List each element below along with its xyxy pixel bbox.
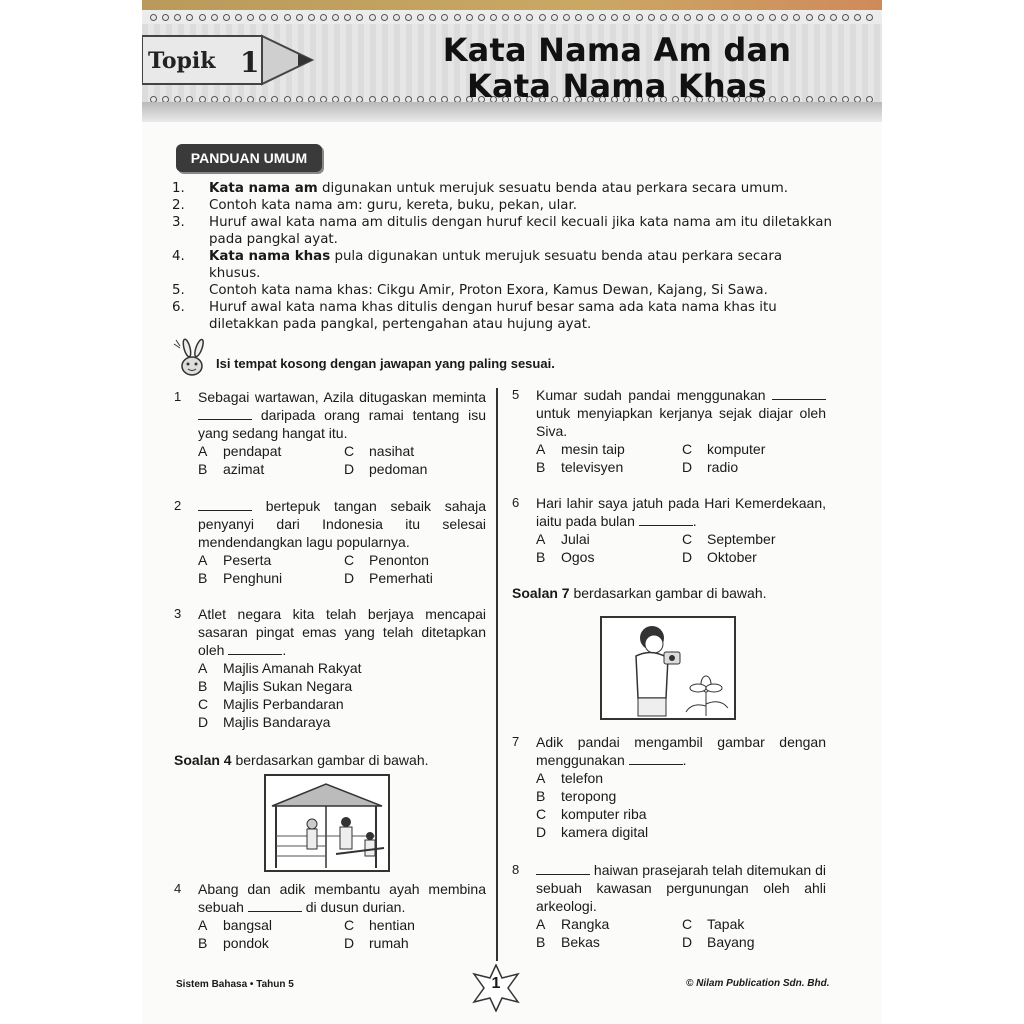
topic-label: Topik — [148, 48, 216, 74]
stem-part-b: untuk menyiapkan kerjanya sejak diajar oleh Siva. — [536, 405, 826, 439]
question-stem — [536, 861, 826, 915]
option-text: Penonton — [369, 552, 429, 568]
option-letter: C — [344, 917, 355, 933]
banner-dot — [174, 14, 181, 21]
banner-dot — [818, 14, 825, 21]
stem-part-b: . — [692, 513, 697, 529]
banner-dot — [490, 14, 497, 21]
option-letter: A — [198, 552, 208, 568]
guide-item-body: Contoh kata nama khas: Cikgu Amir, Proton Exora, Kamus Dewan, Kajang, Si Sawa. — [209, 283, 768, 298]
option-letter: C — [344, 552, 355, 568]
banner-dot — [551, 14, 558, 21]
rabbit-icon — [172, 338, 212, 378]
title-line-1: Kata Nama Am dan — [442, 31, 792, 69]
banner-dot — [684, 14, 691, 21]
guide-item-number: 5. — [172, 283, 185, 298]
option-letter: D — [682, 934, 693, 950]
guide-item — [172, 180, 832, 197]
caption-7-rest: berdasarkan gambar di bawah. — [569, 585, 767, 601]
option-text: rumah — [369, 935, 409, 951]
answer-blank — [772, 387, 826, 400]
title-line-2: Kata Nama Khas — [467, 67, 767, 105]
banner-dot — [721, 14, 728, 21]
question-5 — [512, 386, 826, 476]
caption-4-rest: berdasarkan gambar di bawah. — [231, 752, 429, 768]
answer-option — [536, 787, 836, 805]
question-number: 7 — [512, 734, 520, 749]
banner-dot — [830, 14, 837, 21]
guide-item-body: Contoh kata nama am: guru, kereta, buku, pekan, ular. — [209, 198, 578, 213]
question-number: 4 — [174, 881, 182, 896]
option-text: televisyen — [561, 459, 624, 475]
guide-item — [172, 197, 832, 214]
banner-dot — [369, 14, 376, 21]
banner-dot — [199, 14, 206, 21]
answer-options — [536, 440, 826, 476]
banner-dot — [733, 14, 740, 21]
question-number: 2 — [174, 498, 182, 513]
answer-option — [198, 934, 344, 952]
question-stem — [198, 605, 486, 659]
footer-series: Sistem Bahasa • Tahun 5 — [176, 979, 294, 990]
guide-item-text — [209, 299, 832, 333]
guide-item-keyword: Kata nama khas — [209, 249, 331, 264]
hut-illustration — [264, 774, 390, 872]
option-letter: C — [536, 806, 547, 822]
answer-option — [536, 769, 836, 787]
guide-item-body: digunakan untuk merujuk sesuatu benda atau perkara secara umum. — [317, 181, 789, 196]
answer-options — [536, 915, 826, 951]
answer-option — [344, 916, 494, 934]
banner-dot — [708, 14, 715, 21]
stem-part-a: Kumar sudah pandai menggunakan — [536, 387, 766, 403]
guide-item — [172, 282, 832, 299]
option-text: mesin taip — [561, 441, 625, 457]
instruction-text: Isi tempat kosong dengan jawapan yang paling sesuai. — [216, 356, 555, 371]
banner-dot — [320, 14, 327, 21]
option-letter: D — [344, 570, 355, 586]
answer-blank — [629, 752, 683, 765]
answer-options — [536, 769, 826, 841]
banner-dot — [271, 14, 278, 21]
option-letter: A — [536, 531, 546, 547]
option-text: Tapak — [707, 916, 745, 932]
guide-item-number: 3. — [172, 215, 185, 230]
banner-dot — [308, 14, 315, 21]
question-stem — [198, 388, 486, 442]
banner-dot — [223, 14, 230, 21]
stem-part-b: bertepuk tangan sebaik sahaja penyanyi dari Indonesia itu selesai mendendangkan lagu popularnya. — [198, 498, 486, 550]
option-letter: C — [344, 443, 355, 459]
stem-part-b: . — [682, 752, 687, 768]
banner-dot — [648, 14, 655, 21]
option-text: Oktober — [707, 549, 757, 565]
option-letter: B — [198, 461, 208, 477]
guide-item-body: Huruf awal kata nama am ditulis dengan huruf kecil kecuali jika kata nama am itu diletakkan pada pangkal ayat. — [209, 215, 832, 247]
question-4 — [174, 880, 486, 952]
question-number: 6 — [512, 495, 520, 510]
answer-option — [536, 915, 682, 933]
answer-option — [536, 458, 682, 476]
question-number: 3 — [174, 606, 182, 621]
answer-option — [682, 915, 832, 933]
guide-heading: PANDUAN UMUM — [176, 144, 322, 172]
camera-boy-illustration — [600, 616, 736, 720]
banner-dot — [599, 14, 606, 21]
option-text: kamera digital — [561, 824, 649, 840]
stem-part-b: . — [282, 642, 287, 658]
answer-option — [536, 548, 682, 566]
question-1 — [174, 388, 486, 478]
banner-dot — [405, 14, 412, 21]
option-text: nasihat — [369, 443, 415, 459]
option-letter: A — [198, 660, 208, 676]
caption-soalan-4 — [174, 752, 429, 768]
option-text: Peserta — [223, 552, 272, 568]
banner-dot — [672, 14, 679, 21]
answer-options — [536, 530, 826, 566]
option-letter: D — [536, 824, 547, 840]
option-letter: C — [198, 696, 209, 712]
guide-item-text — [209, 197, 832, 214]
caption-4-bold: Soalan 4 — [174, 752, 232, 768]
answer-option — [536, 530, 682, 548]
option-text: Pemerhati — [369, 570, 433, 586]
option-letter: B — [198, 678, 208, 694]
question-number: 8 — [512, 862, 520, 877]
option-text: telefon — [561, 770, 604, 786]
answer-option — [682, 548, 832, 566]
stem-part-a: Atlet negara kita telah berjaya mencapai sasaran pingat emas yang telah ditetapkan oleh — [198, 606, 486, 658]
option-letter: D — [198, 714, 209, 730]
question-8 — [512, 861, 826, 951]
guide-item — [172, 299, 832, 333]
option-text: Majlis Bandaraya — [223, 714, 331, 730]
answer-option — [198, 677, 498, 695]
answer-options — [198, 551, 486, 587]
option-text: Julai — [561, 531, 590, 547]
banner-dot — [842, 14, 849, 21]
footer-copyright: © Nilam Publication Sdn. Bhd. — [686, 978, 830, 989]
banner-dot — [259, 14, 266, 21]
banner-dot — [781, 14, 788, 21]
topic-number: 1 — [240, 46, 260, 79]
answer-option — [198, 569, 344, 587]
option-text: pondok — [223, 935, 269, 951]
pencil-icon — [142, 30, 314, 90]
stem-part-a: Adik pandai mengambil gambar dengan menggunakan — [536, 734, 826, 768]
option-text: Rangka — [561, 916, 610, 932]
banner-dot — [454, 14, 461, 21]
banner-shadow — [142, 102, 882, 122]
banner-dot — [441, 14, 448, 21]
option-text: Ogos — [561, 549, 595, 565]
question-7 — [512, 733, 826, 841]
option-letter: A — [536, 916, 546, 932]
guide-list — [172, 180, 832, 333]
guide-item-text — [209, 248, 832, 282]
banner-dot — [296, 14, 303, 21]
option-letter: B — [536, 934, 546, 950]
option-letter: D — [344, 461, 355, 477]
answer-option — [344, 442, 494, 460]
option-letter: B — [198, 935, 208, 951]
banner-dot — [866, 14, 873, 21]
option-text: pedoman — [369, 461, 428, 477]
answer-option — [198, 551, 344, 569]
banner-dot — [466, 14, 473, 21]
answer-blank — [536, 862, 590, 875]
option-letter: C — [682, 441, 693, 457]
question-2 — [174, 497, 486, 587]
banner-dot — [514, 14, 521, 21]
option-text: Bayang — [707, 934, 755, 950]
option-text: komputer — [707, 441, 766, 457]
answer-option — [536, 805, 836, 823]
banner-dot — [587, 14, 594, 21]
banner-dot — [745, 14, 752, 21]
banner-dot — [344, 14, 351, 21]
option-letter: A — [198, 443, 208, 459]
option-text: Majlis Amanah Rakyat — [223, 660, 362, 676]
banner-dot — [235, 14, 242, 21]
option-text: teropong — [561, 788, 617, 804]
page-title — [402, 32, 832, 104]
guide-item-number: 6. — [172, 300, 185, 315]
option-text: Majlis Sukan Negara — [223, 678, 353, 694]
banner-dot — [793, 14, 800, 21]
option-text: bangsal — [223, 917, 273, 933]
question-stem — [536, 386, 826, 440]
banner-dot — [478, 14, 485, 21]
option-letter: A — [198, 917, 208, 933]
answer-option — [682, 530, 832, 548]
banner-dot — [636, 14, 643, 21]
stem-part-a: Hari lahir saya jatuh pada Hari Kemerdekaan, iaitu pada bulan — [536, 495, 826, 529]
banner-dot — [417, 14, 424, 21]
banner-dot — [623, 14, 630, 21]
banner-dot — [332, 14, 339, 21]
answer-options — [198, 659, 486, 731]
answer-option — [198, 460, 344, 478]
option-letter: A — [536, 770, 546, 786]
banner-dot — [247, 14, 254, 21]
banner-dot — [539, 14, 546, 21]
answer-blank — [248, 899, 302, 912]
caption-7-bold: Soalan 7 — [512, 585, 570, 601]
instruction-row — [172, 338, 772, 378]
question-6 — [512, 494, 826, 566]
answer-options — [198, 916, 486, 952]
option-letter: A — [536, 441, 546, 457]
banner-dot — [356, 14, 363, 21]
page-number: 1 — [491, 975, 501, 992]
option-text: hentian — [369, 917, 415, 933]
option-text: pendapat — [223, 443, 282, 459]
banner-top-strip — [142, 0, 882, 10]
banner-dot — [211, 14, 218, 21]
question-stem — [198, 497, 486, 551]
option-text: azimat — [223, 461, 265, 477]
option-letter: C — [682, 531, 693, 547]
option-letter: B — [536, 459, 546, 475]
banner-dot — [186, 14, 193, 21]
answer-option — [536, 933, 682, 951]
guide-item-number: 2. — [172, 198, 185, 213]
answer-option — [198, 713, 498, 731]
answer-blank — [198, 498, 252, 511]
stem-part-a: Abang dan adik membantu ayah membina sebuah — [198, 881, 486, 915]
guide-item-number: 4. — [172, 249, 185, 264]
stem-part-b: haiwan prasejarah telah ditemukan di sebuah kawasan pergunungan oleh ahli arkeologi. — [536, 862, 826, 914]
banner-dot — [806, 14, 813, 21]
answer-blank — [228, 642, 282, 655]
option-letter: D — [344, 935, 355, 951]
banner-dot — [563, 14, 570, 21]
banner-dot — [660, 14, 667, 21]
banner-dot — [854, 14, 861, 21]
answer-option — [344, 934, 494, 952]
option-letter: D — [682, 549, 693, 565]
question-number: 1 — [174, 389, 182, 404]
answer-option — [344, 460, 494, 478]
answer-option — [536, 440, 682, 458]
answer-blank — [639, 513, 693, 526]
option-letter: B — [536, 549, 546, 565]
answer-option — [198, 916, 344, 934]
banner-dot — [757, 14, 764, 21]
banner-dot — [526, 14, 533, 21]
guide-item-keyword: Kata nama am — [209, 181, 318, 196]
option-letter: C — [682, 916, 693, 932]
banner-dot — [429, 14, 436, 21]
option-text: Majlis Perbandaran — [223, 696, 344, 712]
answer-option — [682, 933, 832, 951]
answer-option — [344, 551, 494, 569]
option-text: radio — [707, 459, 739, 475]
stem-part-b: di dusun durian. — [301, 899, 406, 915]
caption-soalan-7 — [512, 585, 767, 601]
guide-item-text — [209, 282, 832, 299]
answer-option — [682, 440, 832, 458]
answer-option — [682, 458, 832, 476]
answer-option — [344, 569, 494, 587]
question-stem — [536, 733, 826, 769]
answer-option — [198, 442, 344, 460]
guide-item — [172, 248, 832, 282]
banner-dot — [393, 14, 400, 21]
option-text: September — [707, 531, 776, 547]
banner-dot — [381, 14, 388, 21]
banner-dot — [769, 14, 776, 21]
question-number: 5 — [512, 387, 520, 402]
answer-option — [198, 659, 498, 677]
option-text: Penghuni — [223, 570, 283, 586]
banner-dot — [575, 14, 582, 21]
topic-banner — [142, 0, 882, 122]
answer-option — [198, 695, 498, 713]
guide-item-body: pula digunakan untuk merujuk sesuatu benda atau perkara secara khusus. — [209, 249, 783, 281]
banner-dot — [502, 14, 509, 21]
guide-item-number: 1. — [172, 181, 185, 196]
answer-blank — [198, 407, 252, 420]
guide-item — [172, 214, 832, 248]
banner-dot — [611, 14, 618, 21]
question-stem — [536, 494, 826, 530]
option-text: komputer riba — [561, 806, 647, 822]
guide-item-text — [209, 214, 832, 248]
option-letter: B — [536, 788, 546, 804]
banner-dot — [696, 14, 703, 21]
option-letter: B — [198, 570, 208, 586]
stem-part-b: daripada orang ramai tentang isu yang sedang hangat itu. — [198, 407, 486, 441]
option-letter: D — [682, 459, 693, 475]
banner-dots-top — [150, 14, 874, 24]
banner-dot — [150, 14, 157, 21]
banner-dot — [284, 14, 291, 21]
guide-item-body: Huruf awal kata nama khas ditulis dengan huruf besar sama ada kata nama khas itu diletakkan pada pangkal, pertengahan atau hujung ayat. — [209, 300, 777, 332]
guide-item-text — [209, 180, 832, 197]
stem-part-a: Sebagai wartawan, Azila ditugaskan meminta — [198, 389, 486, 405]
option-text: Bekas — [561, 934, 600, 950]
question-stem — [198, 880, 486, 916]
answer-options — [198, 442, 486, 478]
banner-dot — [162, 14, 169, 21]
question-3 — [174, 605, 486, 731]
answer-option — [536, 823, 836, 841]
